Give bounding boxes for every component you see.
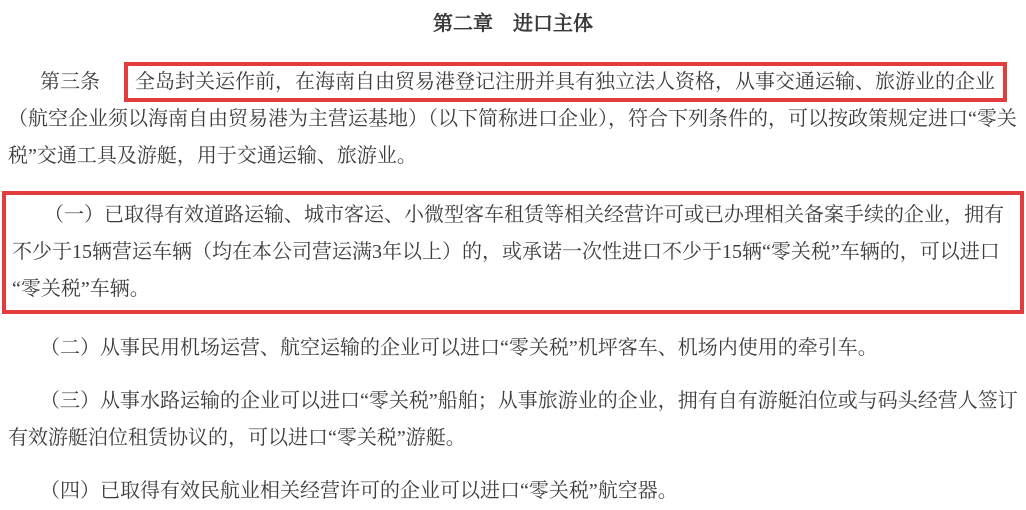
article-3-continuation: （航空企业须以海南自由贸易港为主营运基地）（以下简称进口企业），符合下列条件的，可以按政策规定进口“零关税”交通工具及游艇，用于交通运输、旅游业。 xyxy=(8,108,1017,167)
clause-3-paragraph: （三）从事水路运输的企业可以进口“零关税”船舶；从事旅游业的企业，拥有自有游艇泊位或与码头经营人签订有效游艇泊位租赁协议的，可以进口“零关税”游艇。 xyxy=(8,390,1018,449)
article-3-paragraph xyxy=(8,64,1018,175)
clause-4-paragraph: （四）已取得有效民航业相关经营许可的企业可以进口“零关税”航空器。 xyxy=(40,480,678,502)
article-3-label: 第三条 xyxy=(40,71,100,93)
clause-2-paragraph: （二）从事民用机场运营、航空运输的企业可以进口“零关税”机坪客车、机场内使用的牵引车。 xyxy=(40,337,878,359)
red-annotation-box-clause-1: （一）已取得有效道路运输、城市客运、小微型客车租赁等相关经营许可或已办理相关备案手续的企业，拥有不少于15辆营运车辆（均在本公司营运满3年以上）的，或承诺一次性进口不少于15辆“零关税”车辆的，可以进口“零关税”车辆。 xyxy=(2,191,1024,314)
chapter-title: 第二章 进口主体 xyxy=(433,13,593,35)
red-annotation-box-inline: 全岛封关运作前，在海南自由贸易港登记注册并具有独立法人资格，从事交通运输、旅游业的企业 xyxy=(124,62,1007,102)
